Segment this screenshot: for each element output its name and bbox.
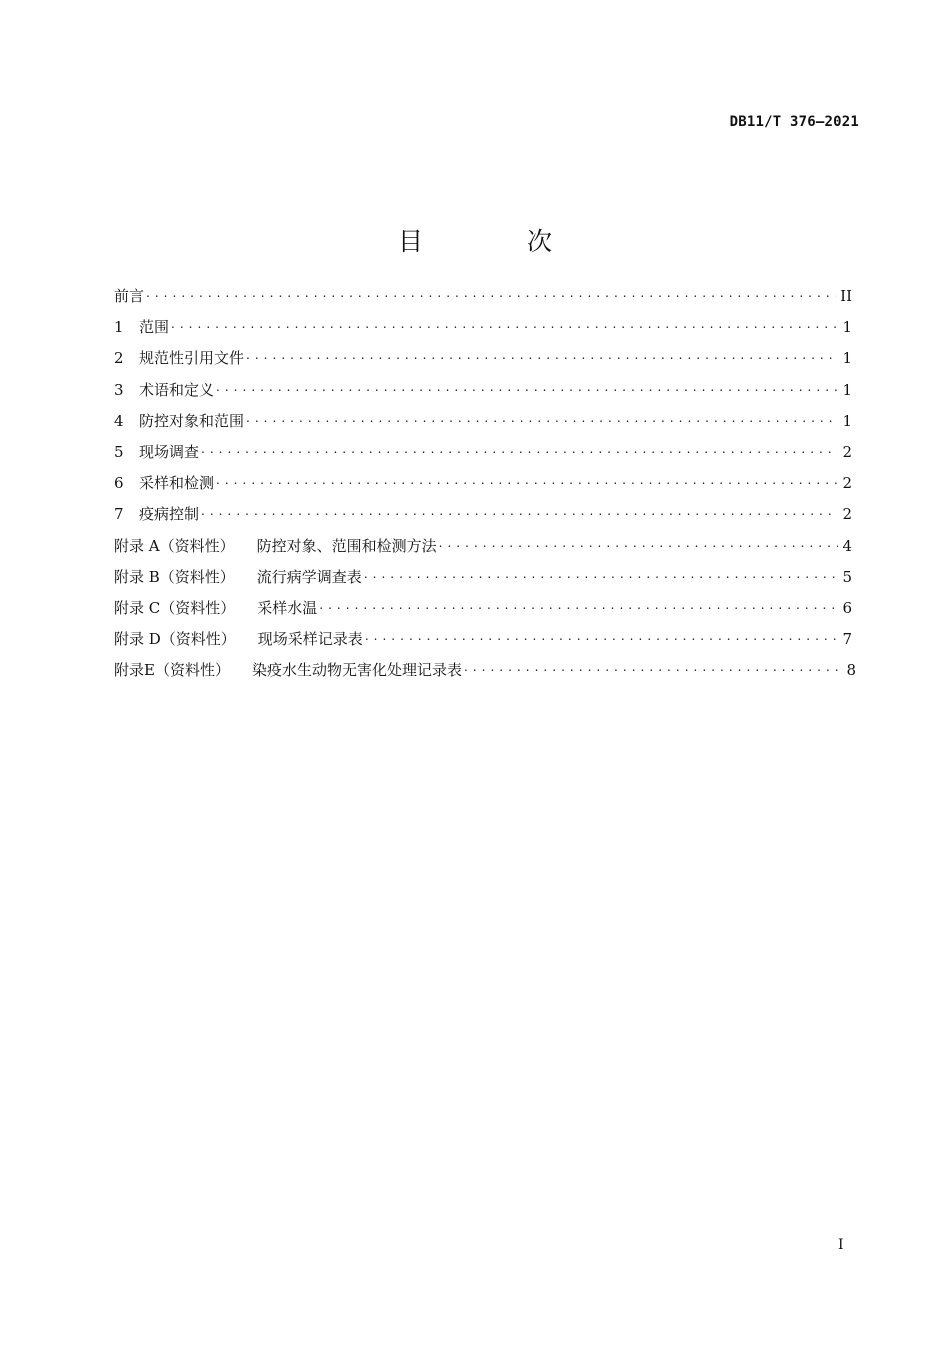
dot-leader xyxy=(246,348,838,363)
toc-entry-label: 范围 xyxy=(139,318,170,337)
toc-entry-appendix-prefix: 附录 D（资料性） xyxy=(114,630,236,649)
toc-entry-page: 2 xyxy=(842,442,852,461)
toc-entry-6[interactable] xyxy=(114,472,852,503)
toc-entry-label: 前言 xyxy=(114,287,145,305)
toc-entry-number: 7 xyxy=(114,505,124,524)
toc-entry-label: 防控对象和范围 xyxy=(139,411,245,430)
toc-entry-appendix-b[interactable] xyxy=(114,566,852,597)
toc-entry-number: 6 xyxy=(114,474,124,493)
toc-entry-page: 6 xyxy=(842,598,852,617)
dot-leader xyxy=(319,598,838,613)
toc-entry-label: 现场调查 xyxy=(139,442,200,461)
toc-entry-page: 1 xyxy=(842,380,852,399)
toc-entry-label: 染疫水生动物无害化处理记录表 xyxy=(251,661,462,680)
toc-entry-2[interactable] xyxy=(114,347,852,378)
dot-leader xyxy=(146,286,836,301)
dot-leader xyxy=(464,660,842,675)
toc-entry-page: 4 xyxy=(842,536,852,555)
toc-entry-page: 1 xyxy=(842,411,852,430)
dot-leader xyxy=(216,473,838,488)
toc-entry-appendix-prefix: 附录 A（资料性） xyxy=(114,536,235,555)
dot-leader xyxy=(365,629,838,644)
dot-leader xyxy=(246,411,838,426)
toc-entry-number: 1 xyxy=(114,318,124,337)
toc-entry-label: 流行病学调查表 xyxy=(256,567,362,586)
dot-leader xyxy=(171,317,838,332)
toc-entry-label: 现场采样记录表 xyxy=(257,630,363,649)
toc-entry-label: 采样和检测 xyxy=(139,474,215,493)
toc-entry-page: 8 xyxy=(846,661,856,680)
page-title: 目 次 xyxy=(398,226,600,256)
toc-entry-label: 防控对象、范围和检测方法 xyxy=(256,536,437,555)
toc-entry-label: 疫病控制 xyxy=(139,505,200,524)
toc-entry-number: 4 xyxy=(114,411,124,430)
toc-entry-3[interactable] xyxy=(114,379,852,410)
toc-entry-appendix-e[interactable] xyxy=(114,659,856,690)
toc-entry-appendix-d[interactable] xyxy=(114,628,852,659)
toc-entry-appendix-prefix: 附录E（资料性） xyxy=(114,661,230,680)
toc-entry-appendix-prefix: 附录 C（资料性） xyxy=(114,598,236,617)
dot-leader xyxy=(216,380,838,395)
toc-entry-appendix-a[interactable] xyxy=(114,535,852,566)
toc-entry-page: 1 xyxy=(842,349,852,368)
toc-entry-number: 3 xyxy=(114,380,124,399)
toc-entry-7[interactable] xyxy=(114,503,852,534)
toc-entry-1[interactable] xyxy=(114,316,852,347)
toc-entry-page: 1 xyxy=(842,318,852,337)
table-of-contents xyxy=(114,285,856,690)
dot-leader xyxy=(201,442,838,457)
toc-entry-number: 2 xyxy=(114,349,124,368)
toc-entry-foreword[interactable] xyxy=(114,285,852,316)
dot-leader xyxy=(439,536,838,551)
toc-entry-page: 2 xyxy=(842,474,852,493)
dot-leader xyxy=(364,567,838,582)
toc-entry-page: 7 xyxy=(842,630,852,649)
dot-leader xyxy=(201,504,838,519)
page-number: I xyxy=(838,1237,844,1253)
toc-entry-5[interactable] xyxy=(114,441,852,472)
toc-entry-page: 2 xyxy=(842,505,852,524)
toc-entry-number: 5 xyxy=(114,442,124,461)
toc-entry-appendix-c[interactable] xyxy=(114,597,852,628)
toc-entry-page: 5 xyxy=(842,567,852,586)
toc-entry-label: 规范性引用文件 xyxy=(139,349,245,368)
toc-entry-4[interactable] xyxy=(114,410,852,441)
toc-entry-appendix-prefix: 附录 B（资料性） xyxy=(114,567,235,586)
standard-code: DB11/T 376—2021 xyxy=(729,114,859,130)
toc-entry-label: 采样水温 xyxy=(257,598,318,617)
toc-entry-page: II xyxy=(840,287,852,305)
toc-entry-label: 术语和定义 xyxy=(139,380,215,399)
